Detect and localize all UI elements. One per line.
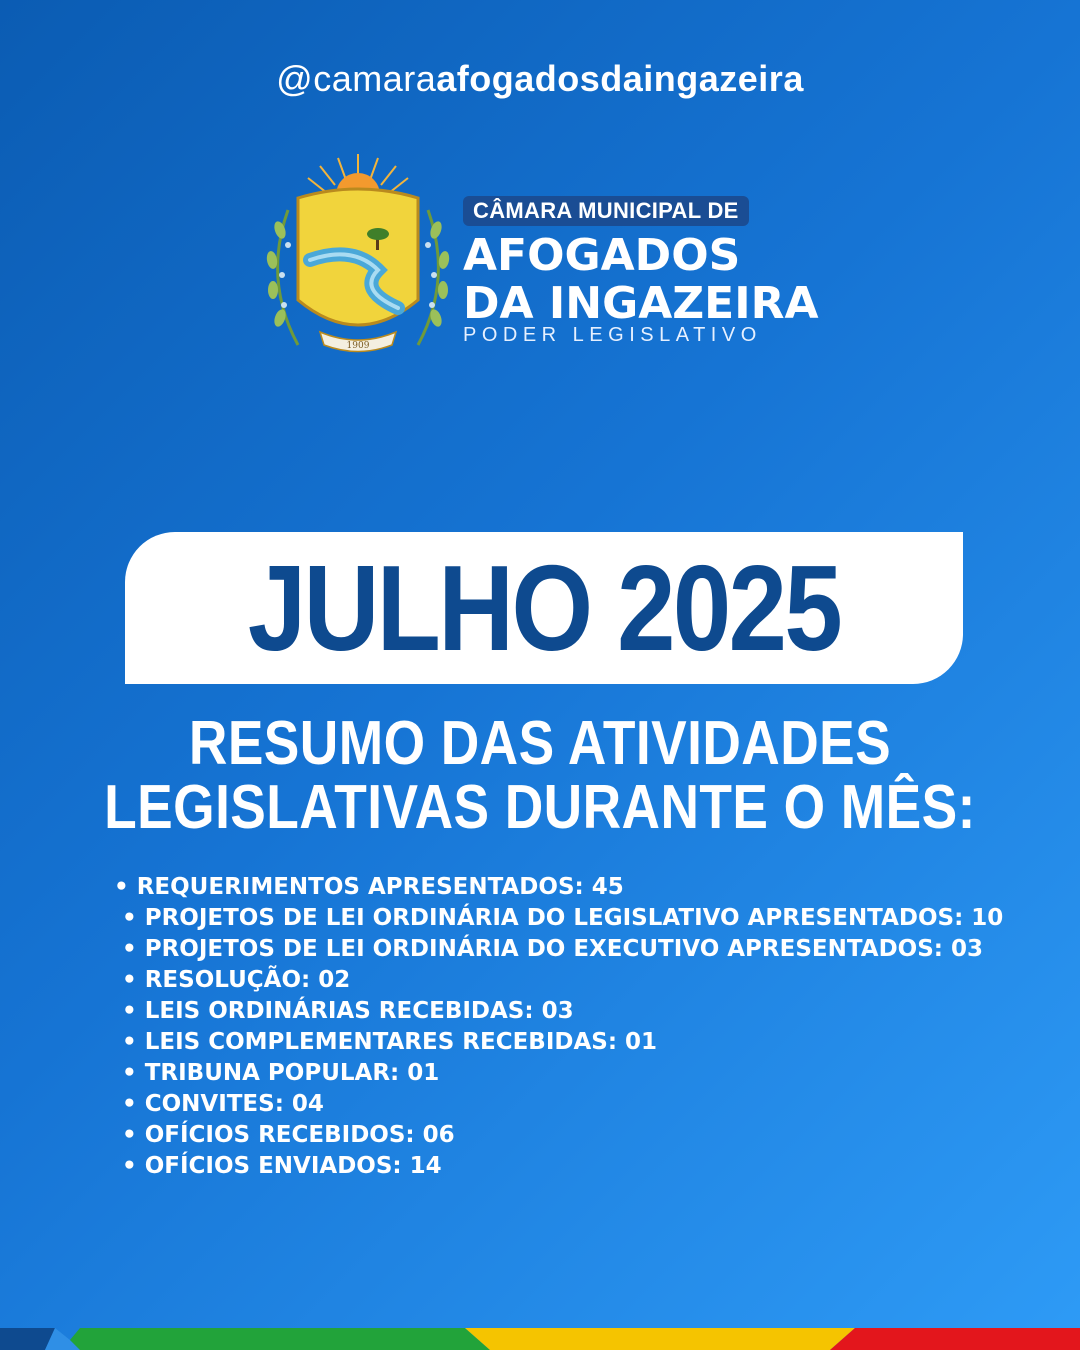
- list-item: • OFÍCIOS RECEBIDOS: 06: [122, 1122, 455, 1148]
- list-item: • LEIS COMPLEMENTARES RECEBIDAS: 01: [122, 1029, 658, 1055]
- brand-line1: AFOGADOS: [463, 230, 741, 281]
- list-item: • REQUERIMENTOS APRESENTADOS: 45: [114, 874, 624, 900]
- month-label: JULHO 2025: [247, 540, 841, 676]
- headline: [0, 709, 1080, 842]
- brand-top-label: CÂMARA MUNICIPAL DE: [463, 196, 749, 226]
- headline-line2: LEGISLATIVAS DURANTE O MÊS:: [104, 773, 976, 842]
- list-item: • CONVITES: 04: [122, 1091, 324, 1117]
- list-item: • PROJETOS DE LEI ORDINÁRIA DO LEGISLATIVO APRESENTADOS: 10: [122, 905, 1004, 931]
- list-item: • LEIS ORDINÁRIAS RECEBIDAS: 03: [122, 998, 574, 1024]
- brand-subtitle: PODER LEGISLATIVO: [463, 324, 762, 346]
- activity-list: [114, 872, 1003, 1182]
- social-handle: [0, 58, 1080, 100]
- crest-icon: [258, 150, 458, 365]
- brand-line2: DA INGAZEIRA: [463, 278, 819, 329]
- list-item: • RESOLUÇÃO: 02: [122, 967, 351, 993]
- list-item: • TRIBUNA POPULAR: 01: [122, 1060, 440, 1086]
- list-item: • OFÍCIOS ENVIADOS: 14: [122, 1153, 442, 1179]
- list-item: • PROJETOS DE LEI ORDINÁRIA DO EXECUTIVO APRESENTADOS: 03: [122, 936, 983, 962]
- color-stripe: [0, 1320, 1080, 1350]
- brand-block: [463, 196, 819, 347]
- handle-bold: afogadosdaingazeira: [436, 58, 804, 99]
- headline-line1: RESUMO DAS ATIVIDADES: [188, 709, 892, 778]
- month-banner: [125, 532, 963, 684]
- handle-prefix: @camara: [276, 58, 437, 99]
- crest-year: 1909: [346, 341, 370, 351]
